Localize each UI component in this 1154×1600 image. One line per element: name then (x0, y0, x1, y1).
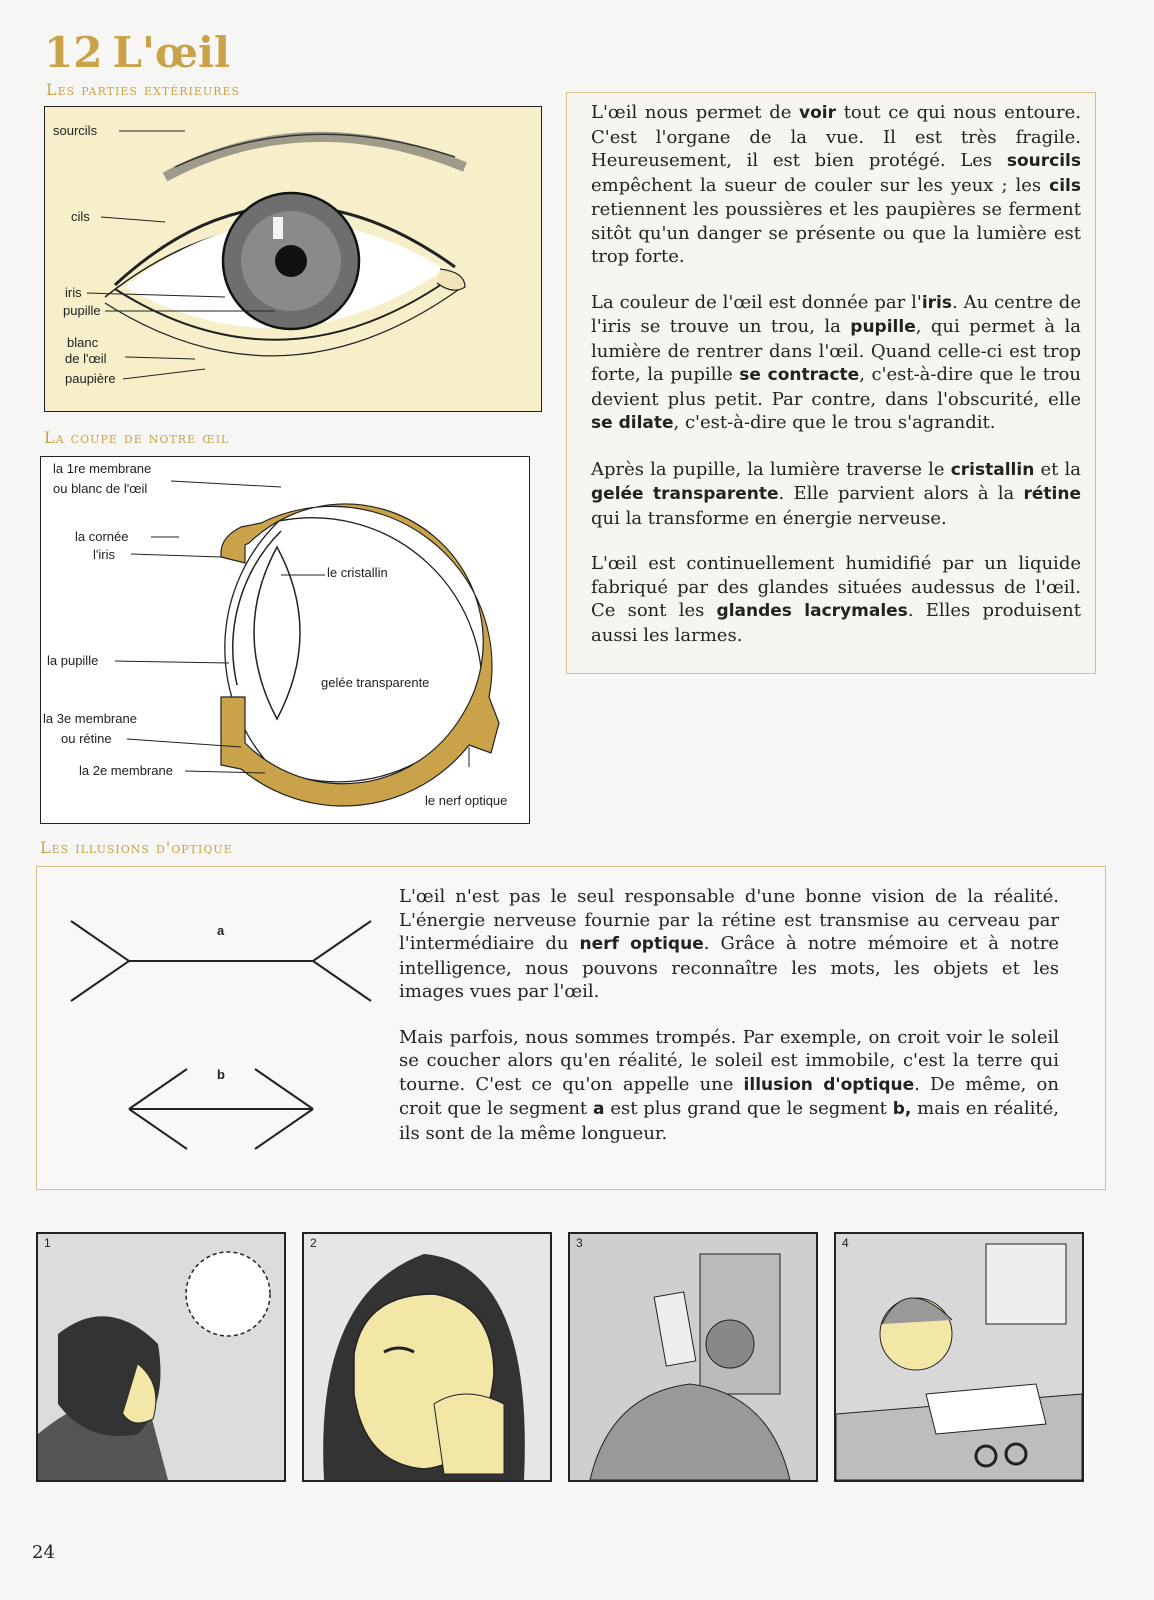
label-cut-pupille: la pupille (47, 653, 99, 668)
label-gelee: gelée transparente (321, 675, 430, 690)
label-cut-iris: l'iris (93, 547, 115, 562)
chapter-number: 12 (44, 28, 103, 77)
eye-illustration (45, 107, 541, 411)
comic-panel-3 (568, 1232, 818, 1482)
segment-a-label: a (217, 923, 225, 938)
label-blanc-oeil: ou blanc de l'œil (53, 481, 148, 496)
boy-looking-at-sun-illustration (38, 1234, 284, 1480)
child-writing-close-illustration (836, 1234, 1082, 1480)
illusion-text (399, 885, 1059, 1167)
intro-paragraph-2: La couleur de l'œil est donnée par l'iris. Au centre de l'iris se trouve un trou, la pupille, qui permet à la lumière de rentrer dans l'œil. Quand celle-ci est trop forte, la pupille se contracte, c'est-à-dire que le trou devient plus petit. Par contre, dans l'obscurité, elle se dilate, c'est-à-dire que le trou s'agrandit. (591, 291, 1081, 433)
page-title (44, 28, 230, 77)
section-heading-cut: La coupe de notre œil (44, 428, 230, 447)
comic-number: 3 (576, 1236, 583, 1250)
label-retine: ou rétine (61, 731, 112, 746)
label-iris: iris (65, 285, 82, 300)
label-pupille: pupille (63, 303, 101, 318)
label-de-loeil: de l'œil (65, 351, 107, 366)
label-cils: cils (71, 209, 90, 224)
eye-cross-section-figure (40, 456, 530, 824)
comic-number: 1 (44, 1236, 51, 1250)
eye-exterior-figure (44, 106, 542, 412)
girl-rubbing-eye-illustration (304, 1234, 550, 1480)
illusion-paragraph-1: L'œil n'est pas le seul responsable d'une bonne vision de la réalité. L'énergie nerveuse fournie par la rétine est transmise au cerveau par l'intermédiaire du nerf optique. Grâce à notre mémoire et à notre intelligence, nous pouvons reconnaître les mots, les objets et les images vues par l'œil. (399, 886, 1059, 1002)
intro-paragraph-4: L'œil est continuellement humidifié par un liquide fabriqué par des glandes situées audessus de l'œil. Ce sont les glandes lacrymales. Elles produisent aussi les larmes. (591, 553, 1081, 646)
intro-paragraph-1: L'œil nous permet de voir tout ce qui nous entoure. C'est l'organe de la vue. Il est très fragile. Heureusement, il est bien protégé. Les sourcils empêchent la sueur de couler sur les yeux ; les cils retiennent les poussières et les paupières se ferment sitôt qu'un danger se présente ou que la lumière est trop forte. (591, 102, 1081, 267)
comic-number: 4 (842, 1236, 849, 1250)
label-sourcils: sourcils (53, 123, 98, 138)
illusion-box (36, 866, 1106, 1190)
chapter-title: L'œil (112, 28, 230, 77)
illusion-paragraph-2: Mais parfois, nous sommes trompés. Par exemple, on croit voir le soleil se coucher alors qu'en réalité, le soleil est immobile, c'est la terre qui tourne. C'est ce qu'on appelle une illusion d'optique. De même, on croit que le segment a est plus grand que le segment b, mais en réalité, ils sont de la même longueur. (399, 1026, 1059, 1144)
label-paupiere: paupière (65, 371, 116, 386)
label-cornee: la cornée (75, 529, 129, 544)
label-3e-membrane: la 3e membrane (43, 711, 137, 726)
comic-panel-1 (36, 1232, 286, 1482)
intro-paragraph-3: Après la pupille, la lumière traverse le cristallin et la gelée transparente. Elle parvient alors à la rétine qui la transforme en énergie nerveuse. (591, 458, 1081, 529)
reading-in-dark-illustration (570, 1234, 816, 1480)
label-1re-membrane: la 1re membrane (53, 461, 152, 476)
page-number: 24 (32, 1542, 55, 1563)
section-heading-exterior: Les parties extérieures (46, 80, 241, 99)
section-heading-illusions: Les illusions d'optique (40, 838, 233, 857)
label-cristallin: le cristallin (327, 565, 388, 580)
label-2e-membrane: la 2e membrane (79, 763, 173, 778)
comic-panel-2 (302, 1232, 552, 1482)
label-blanc: blanc (67, 335, 99, 350)
segment-b-label: b (217, 1067, 225, 1082)
comic-panel-4 (834, 1232, 1084, 1482)
intro-text-box (566, 92, 1096, 674)
comic-number: 2 (310, 1236, 317, 1250)
label-nerf-optique: le nerf optique (425, 793, 508, 808)
